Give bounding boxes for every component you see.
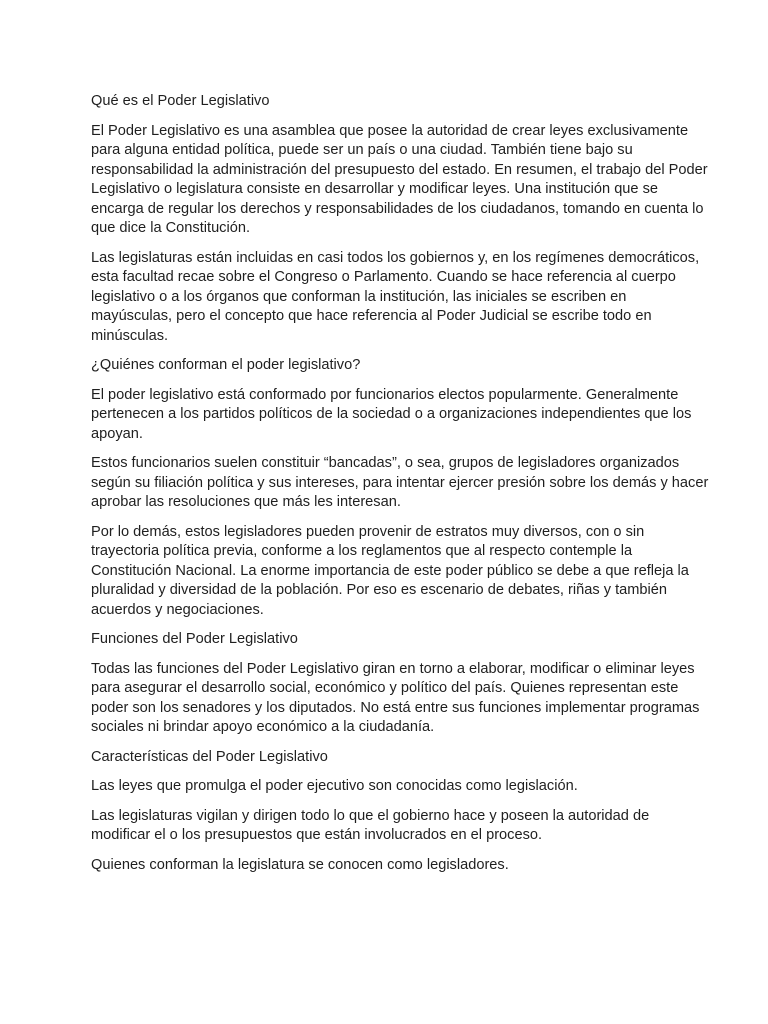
heading-funciones: Funciones del Poder Legislativo xyxy=(91,631,298,647)
paragraph-legislaturas: Las legislaturas están incluidas en casi todos los gobiernos y, en los regímenes democráticos, esta facultad recae sobre el Congreso o Parlamento. Cuando se hace referencia al cuerpo legislativo o a los órganos que conforman la institución, las iniciales se escriben en mayúsculas, pero el concepto que hace referencia al Poder Judicial se escribe todo en minúsculas. xyxy=(91,249,700,344)
paragraph-definition: El Poder Legislativo es una asamblea que posee la autoridad de crear leyes exclusivamente para alguna entidad política, puede ser un país o una ciudad. También tiene bajo su responsabilidad la administración del presupuesto del estado. En resumen, el trabajo del Poder Legislativo o legislatura consiste en desarrollar y modificar leyes. Una institución que se encarga de regular los derechos y responsabilidades de los ciudadanos, tomando en cuenta lo que dice la Constitución. xyxy=(91,122,708,236)
paragraph-bancadas: Estos funcionarios suelen constituir “bancadas”, o sea, grupos de legisladores organizados según su filiación política y sus intereses, para intentar ejercer presión sobre los demás y hacer aprobar las resoluciones que más les interesan. xyxy=(91,455,709,510)
document-page xyxy=(91,92,711,885)
paragraph-funcionarios: El poder legislativo está conformado por funcionarios electos popularmente. Generalmente pertenecen a los partidos políticos de la sociedad o a organizaciones independientes que los apoyan. xyxy=(91,386,692,442)
paragraph-estratos: Por lo demás, estos legisladores pueden provenir de estratos muy diversos, con o sin trayectoria política previa, conforme a los reglamentos que al respecto contemple la Constitución Nacional. La enorme importancia de este poder público se debe a que refleja la pluralidad y diversidad de la población. Por eso es escenario de debates, riñas y también acuerdos y negociaciones. xyxy=(91,523,689,618)
heading-que-es: Qué es el Poder Legislativo xyxy=(91,93,270,109)
paragraph-vigilan: Las legislaturas vigilan y dirigen todo lo que el gobierno hace y poseen la autoridad de modificar el o los presupuestos que están involucrados en el proceso. xyxy=(91,807,650,843)
paragraph-legisladores: Quienes conforman la legislatura se conocen como legisladores. xyxy=(91,856,509,873)
paragraph-funciones: Todas las funciones del Poder Legislativo giran en torno a elaborar, modificar o eliminar leyes para asegurar el desarrollo social, económico y político del país. Quienes representan este poder son los senadores y los diputados. No está entre sus funciones implementar programas sociales ni brindar apoyo económico a la ciudadanía. xyxy=(91,660,700,735)
heading-caracteristicas: Características del Poder Legislativo xyxy=(91,748,328,765)
paragraph-leyes: Las leyes que promulga el poder ejecutivo son conocidas como legislación. xyxy=(91,778,578,794)
heading-quienes-conforman: ¿Quiénes conforman el poder legislativo? xyxy=(91,357,361,373)
